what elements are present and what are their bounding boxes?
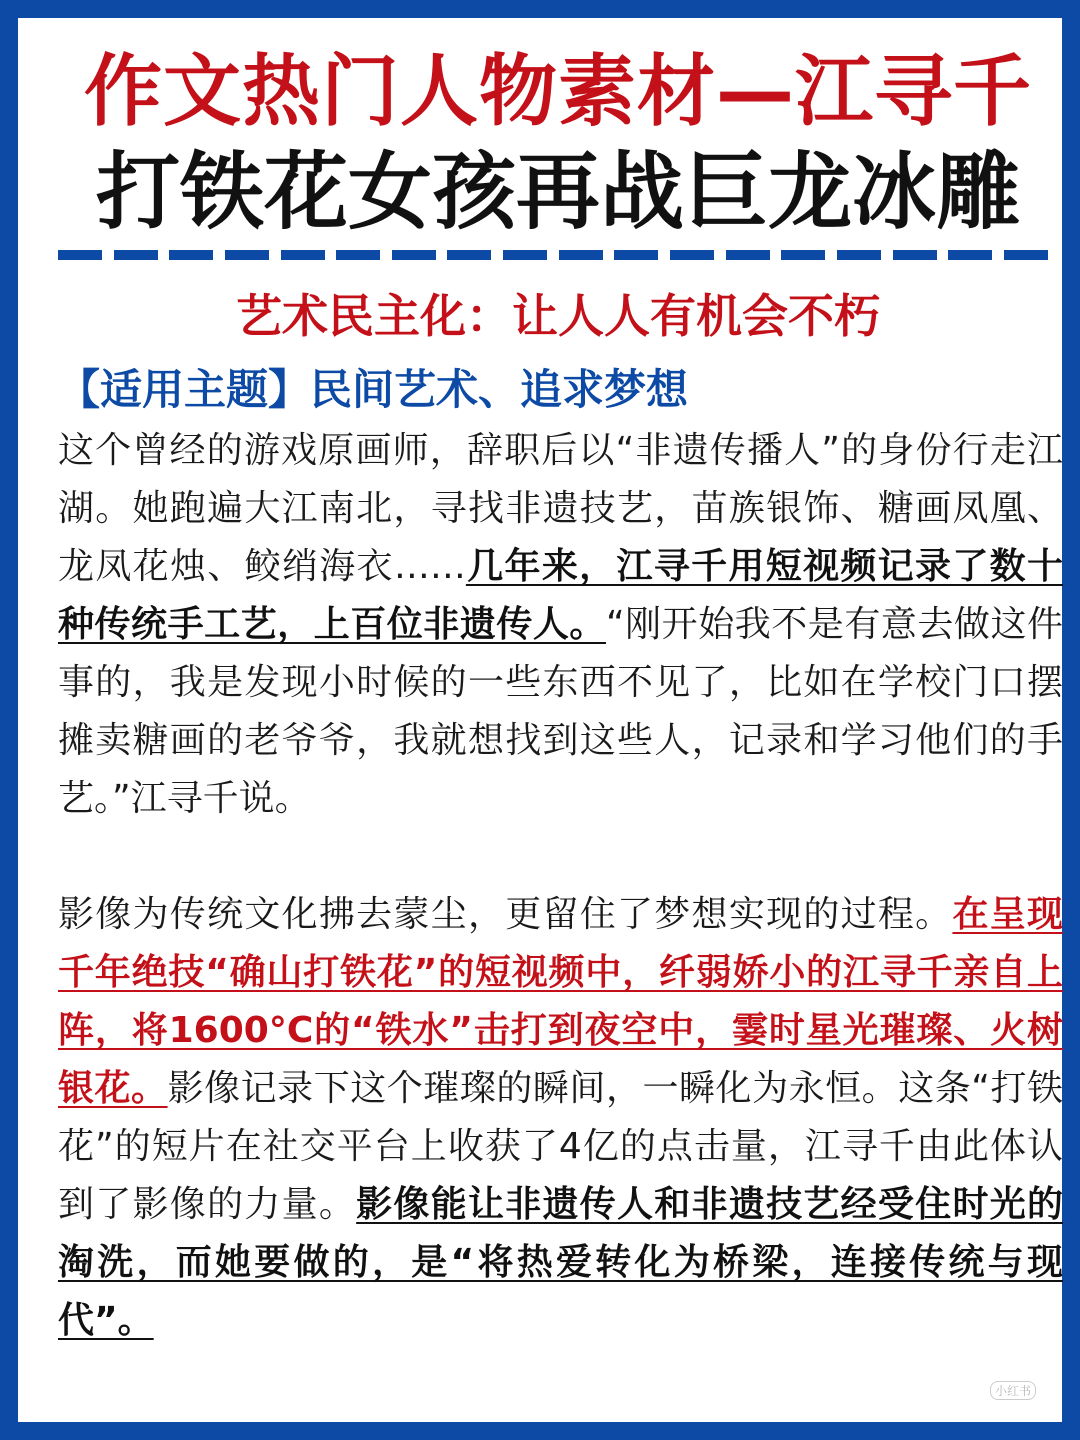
title-line-2: 打铁花女孩再战巨龙冰雕 (95, 143, 1020, 241)
paragraph-2 (58, 886, 1063, 1350)
paragraph-1 (58, 422, 1063, 828)
watermark: 小红书 (990, 1381, 1036, 1400)
divider-dash (336, 250, 380, 260)
divider-dash (781, 250, 825, 260)
divider-dash (447, 250, 491, 260)
divider-dash (837, 250, 881, 260)
title-line-1: 作文热门人物素材—江寻千 (83, 47, 1032, 137)
divider-dash (1004, 250, 1048, 260)
paragraph-2-red-emphasis: 在呈现千年绝技“确山打铁花”的短视频中，纤弱娇小的江寻千亲自上阵，将1600°C的“铁水”击打到夜空中，霎时星光璀璨、火树银花。 (58, 894, 1063, 1109)
article-body (58, 422, 1063, 1350)
dashed-divider (58, 250, 1048, 262)
divider-dash (559, 250, 603, 260)
paragraph-2-intro: 影像为传统文化拂去蒙尘，更留住了梦想实现的过程。 (58, 894, 953, 935)
applicable-theme: 【适用主题】民间艺术、追求梦想 (58, 365, 689, 414)
divider-dash (58, 250, 102, 260)
paragraph-gap (58, 828, 1063, 886)
divider-dash (948, 250, 992, 260)
divider-dash (169, 250, 213, 260)
paragraph-1-intro: 这个曾经的游戏原画师，辞职后以“非遗传播人”的身份行走江湖。她跑遍大江南北，寻找非遗技艺，苗族银饰、糖画凤凰、龙凤花烛、鲛绡海衣…… (58, 430, 1063, 587)
paragraph-1-emphasis: 几年来，江寻千用短视频记录了数十种传统手工艺，上百位非遗传人。 (58, 546, 1063, 645)
section-subtitle: 艺术民主化：让人人有机会不朽 (236, 289, 880, 343)
paragraph-2-middle: 影像记录下这个璀璨的瞬间，一瞬化为永恒。这条“打铁花”的短片在社交平台上收获了4亿的点击量，江寻千由此体认到了影像的力量。 (58, 1068, 1063, 1225)
divider-dash (392, 250, 436, 260)
divider-dash (893, 250, 937, 260)
divider-dash (281, 250, 325, 260)
divider-dash (726, 250, 770, 260)
divider-dash (670, 250, 714, 260)
divider-dash (614, 250, 658, 260)
paragraph-2-emphasis: 影像能让非遗传人和非遗技艺经受住时光的淘洗，而她要做的，是“将热爱转化为桥梁，连接传统与现代”。 (58, 1184, 1063, 1341)
paragraph-1-quote: “刚开始我不是有意去做这件事的，我是发现小时候的一些东西不见了，比如在学校门口摆摊卖糖画的老爷爷，我就想找到这些人，记录和学习他们的手艺。”江寻千说。 (58, 604, 1063, 819)
divider-dash (503, 250, 547, 260)
divider-dash (114, 250, 158, 260)
divider-dash (225, 250, 269, 260)
